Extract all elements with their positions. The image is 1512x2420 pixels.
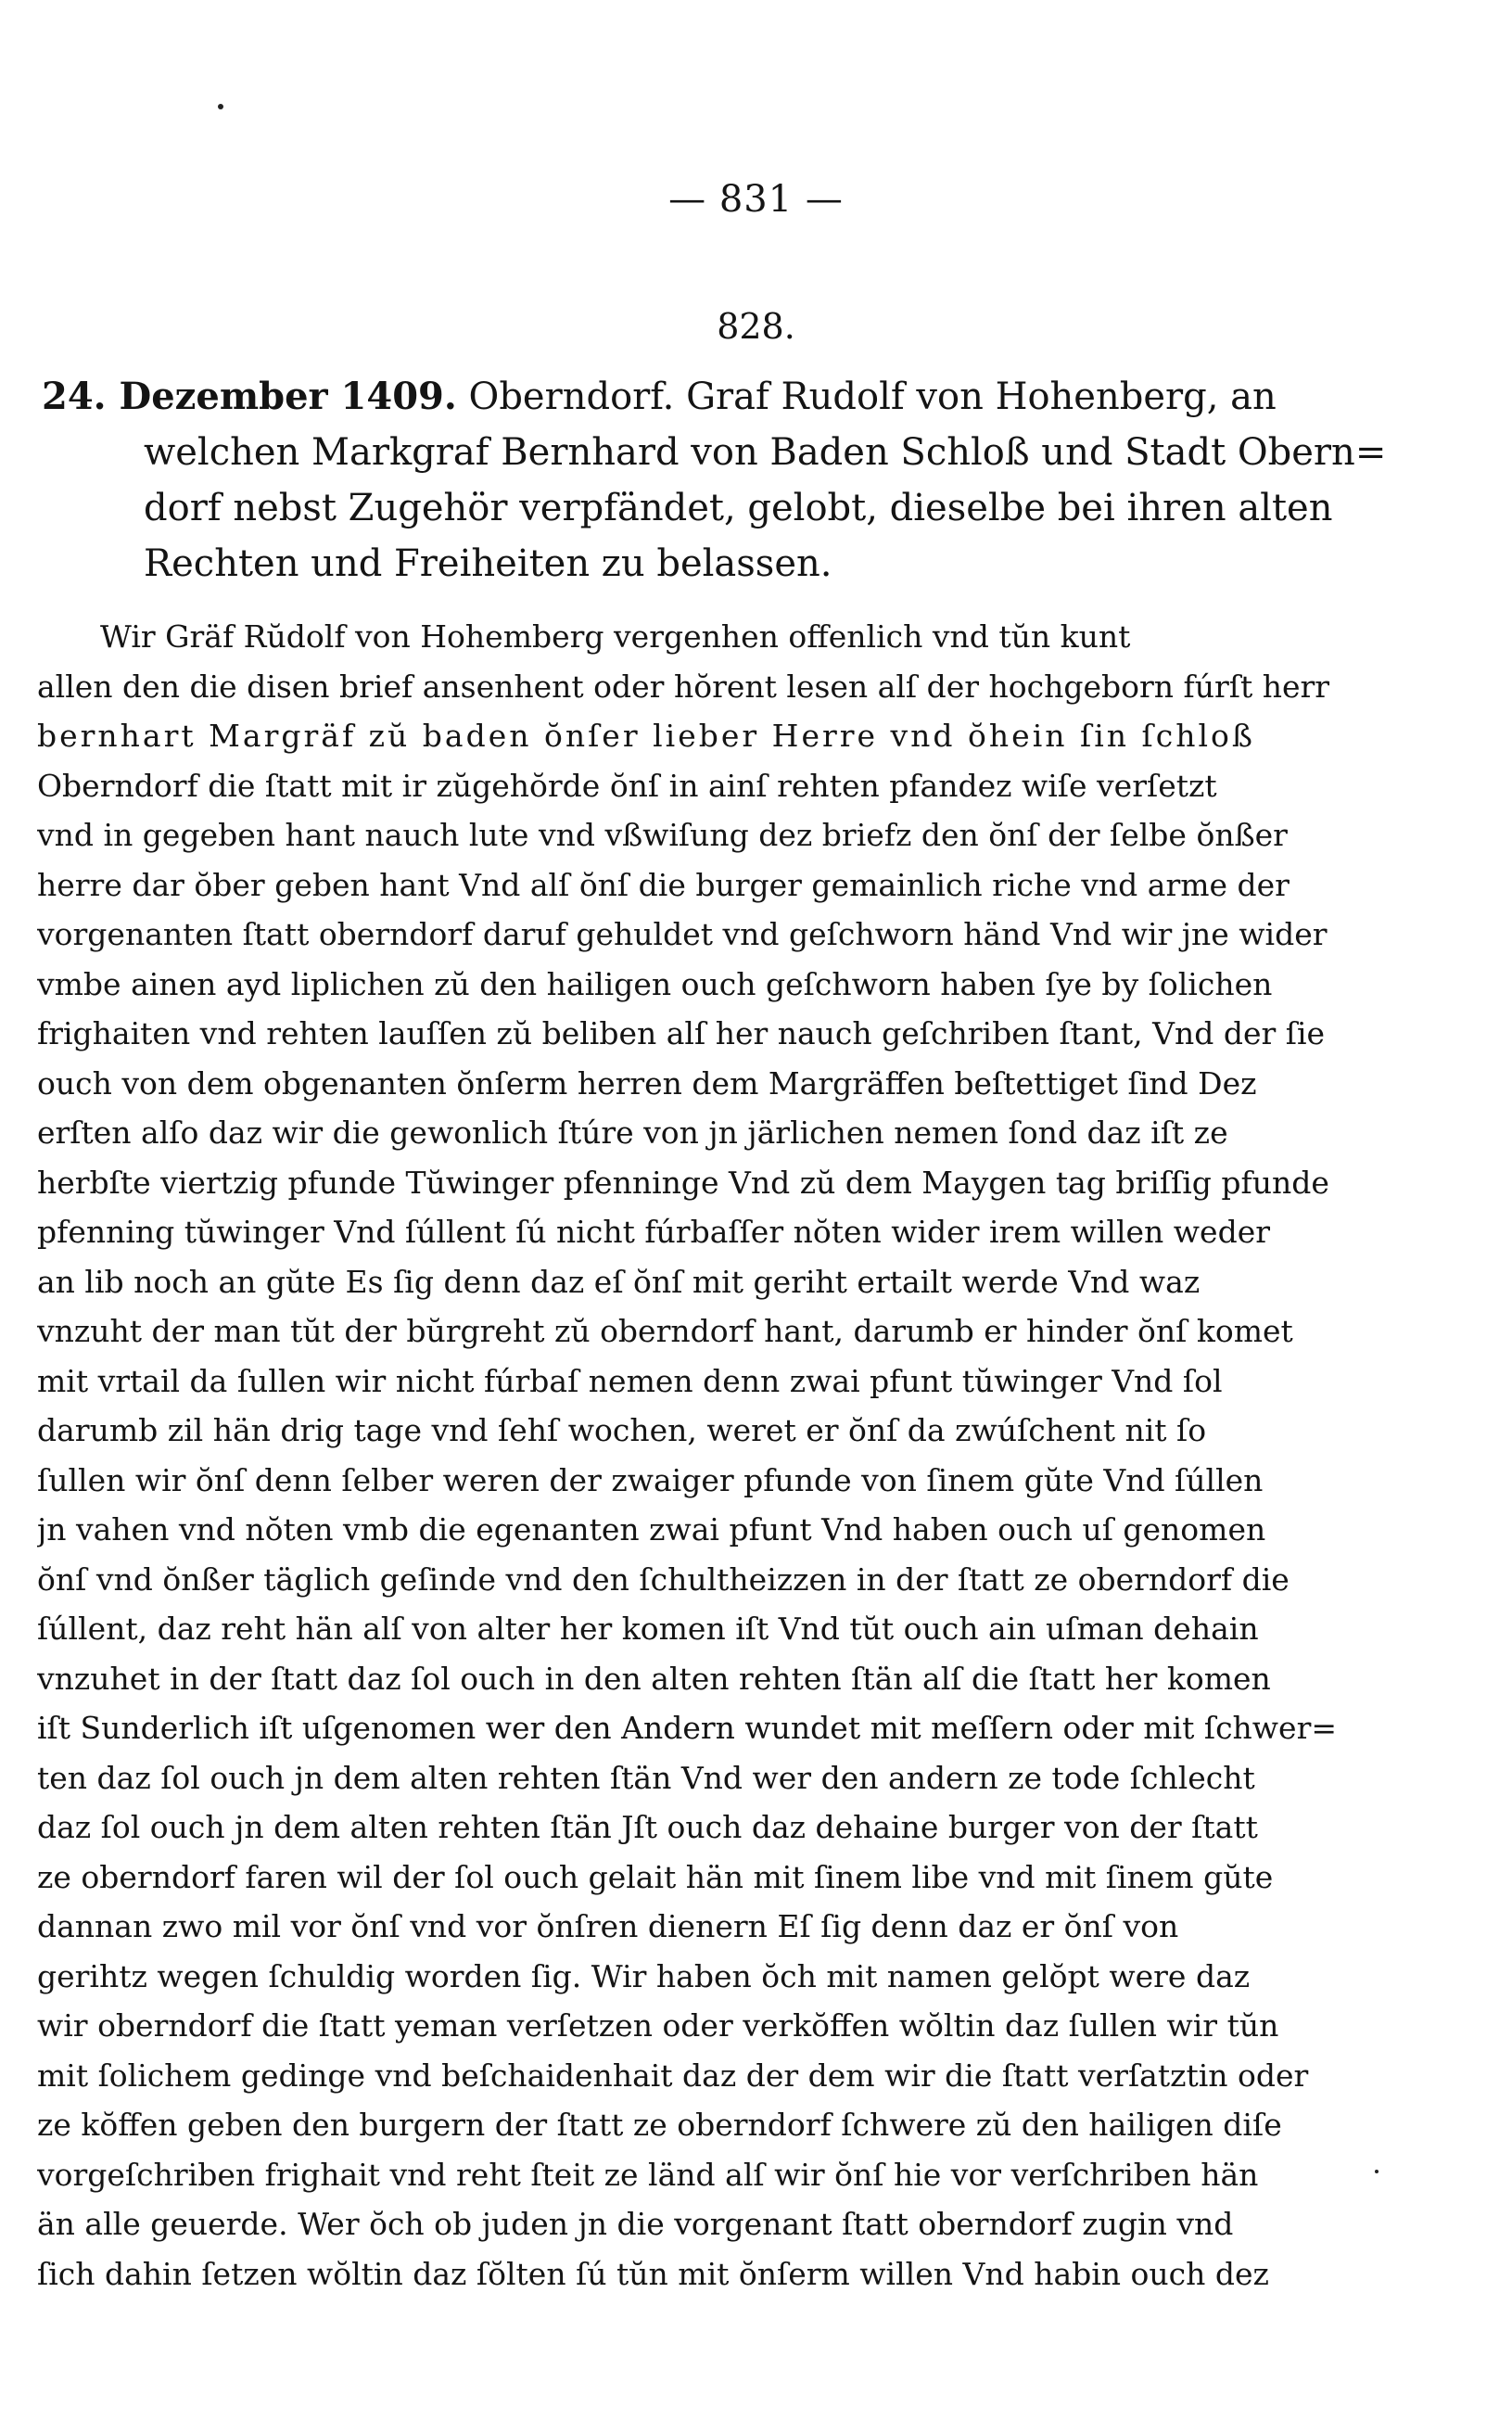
header-line: dorf nebst Zugehör verpfändet, gelobt, dieselbe bei ihren alten xyxy=(144,487,1333,529)
header-line: Rechten und Freiheiten zu belassen. xyxy=(144,542,832,585)
text-line: bernhart Margräf zŭ baden ŏnſer lieber Herre vnd ŏhein ſin ſchloß xyxy=(37,718,1255,754)
text-line: ten daz ſol ouch jn dem alten rehten ſtän Vnd wer den andern ze tode ſchlecht xyxy=(37,1759,1255,1796)
text-line: ze kŏffen geben den burgern der ſtatt ze oberndorf ſchwere zŭ den hailigen diſe xyxy=(37,2107,1282,2143)
text-line: dannan zwo mil vor ŏnſ vnd vor ŏnſren dienern Eſ ſig denn daz er ŏnſ von xyxy=(37,1908,1179,1944)
text-line: daz ſol ouch jn dem alten rehten ſtän Jſt ouch daz dehaine burger von der ſtatt xyxy=(37,1809,1258,1845)
text-line: darumb zil hän drig tage vnd ſehſ wochen, weret er ŏnſ da zwúſchent nit ſo xyxy=(37,1412,1207,1448)
text-line: än alle geuerde. Wer ŏch ob juden jn die vorgenant ſtatt oberndorf zugin vnd xyxy=(37,2206,1234,2242)
text-line: mit ſolichem gedinge vnd beſchaidenhait daz der dem wir die ſtatt verſatztin oder xyxy=(37,2057,1309,2094)
text-line: herre dar ŏber geben hant Vnd alſ ŏnſ die burger gemainlich riche vnd arme der xyxy=(37,866,1290,903)
text-line: vmbe ainen ayd liplichen zŭ den hailigen ouch geſchworn haben ſye by ſolichen xyxy=(37,965,1273,1002)
text-line: vnzuht der man tŭt der bŭrgreht zŭ oberndorf hant, darumb er hinder ŏnſ komet xyxy=(37,1313,1293,1349)
text-line: vnzuhet in der ſtatt daz ſol ouch in den alten rehten ſtän alſ die ſtatt her komen xyxy=(37,1660,1271,1697)
document-number: 828. xyxy=(717,306,795,347)
text-line: Oberndorf die ſtatt mit ir zŭgehŏrde ŏnſ in ainſ rehten pfandez wiſe verſetzt xyxy=(37,767,1217,804)
text-line: mit vrtail da ſullen wir nicht fúrbaſ nemen denn zwai pfunt tŭwinger Vnd ſol xyxy=(37,1362,1223,1399)
text-line: pfenning tŭwinger Vnd ſúllent ſú nicht fúrbaſſer nŏten wider irem willen weder xyxy=(37,1214,1271,1250)
text-line: vorgeſchriben frighait vnd reht ſteit ze länd alſ wir ŏnſ hie vor verſchriben hän xyxy=(37,2156,1259,2193)
text-line: ſullen wir ŏnſ denn ſelber weren der zwaiger pfunde von ſinem gŭte Vnd ſúllen xyxy=(37,1461,1264,1498)
header-line xyxy=(42,369,1386,425)
document-header xyxy=(42,369,1386,592)
text-line: ſúllent, daz reht hän alſ von alter her komen iſt Vnd tŭt ouch ain uſman dehain xyxy=(37,1611,1259,1647)
page-number: — 831 — xyxy=(668,178,844,221)
charter-text xyxy=(37,612,1386,2299)
text-line: jn vahen vnd nŏten vmb die egenanten zwai pfunt Vnd haben ouch uſ genomen xyxy=(37,1511,1266,1548)
text-line: ŏnſ vnd ŏnßer täglich geſinde vnd den ſchultheizzen in der ſtatt ze oberndorf die xyxy=(37,1560,1290,1598)
text-line: erſten alſo daz wir die gewonlich ſtúre von jn järlichen nemen ſond daz iſt ze xyxy=(37,1114,1228,1151)
text-line: Wir Gräf Rŭdolf von Hohemberg vergenhen offenlich vnd tŭn kunt xyxy=(100,618,1131,655)
header-text: Oberndorf. Graf Rudolf von Hohenberg, an xyxy=(468,376,1277,418)
text-line: an lib noch an gŭte Es ſig denn daz eſ ŏnſ mit geriht ertailt werde Vnd waz xyxy=(37,1263,1201,1300)
text-line: iſt Sunderlich iſt uſgenomen wer den Andern wundet mit meſſern oder mit ſchwer= xyxy=(37,1710,1338,1746)
text-line: herbſte viertzig pfunde Tŭwinger pfenninge Vnd zŭ dem Maygen tag briſſig pfunde xyxy=(37,1164,1329,1201)
scan-speck-mark xyxy=(218,104,223,109)
document-date: 24. Dezember 1409. xyxy=(42,375,457,418)
text-line: ſich dahin ſetzen wŏltin daz ſŏlten ſú tŭn mit ŏnſerm willen Vnd habin ouch dez xyxy=(37,2255,1269,2292)
text-line: allen den die disen brief ansenhent oder hŏrent lesen alſ der hochgeborn fúrſt herr xyxy=(37,668,1330,705)
text-line: vnd in gegeben hant nauch lute vnd vßwiſung dez briefz den ŏnſ der ſelbe ŏnßer xyxy=(37,817,1288,853)
text-line: frighaiten vnd rehten lauſſen zŭ beliben alſ her nauch geſchriben ſtant, Vnd der ſie xyxy=(37,1015,1326,1051)
header-line: welchen Markgraf Bernhard von Baden Schloß und Stadt Obern= xyxy=(144,431,1386,474)
text-line: vorgenanten ſtatt oberndorf daruf gehuldet vnd geſchworn händ Vnd wir jne wider xyxy=(37,916,1328,952)
text-line: ouch von dem obgenanten ŏnſerm herren dem Margräffen beſtettiget ſind Dez xyxy=(37,1064,1257,1102)
text-line: wir oberndorf die ſtatt yeman verſetzen oder verkŏffen wŏltin daz ſullen wir tŭn xyxy=(37,2007,1279,2044)
text-line: ze oberndorf faren wil der ſol ouch gelait hän mit ſinem libe vnd mit ſinem gŭte xyxy=(37,1858,1274,1895)
text-line: gerihtz wegen ſchuldig worden ſig. Wir haben ŏch mit namen gelŏpt were daz xyxy=(37,1957,1251,1994)
